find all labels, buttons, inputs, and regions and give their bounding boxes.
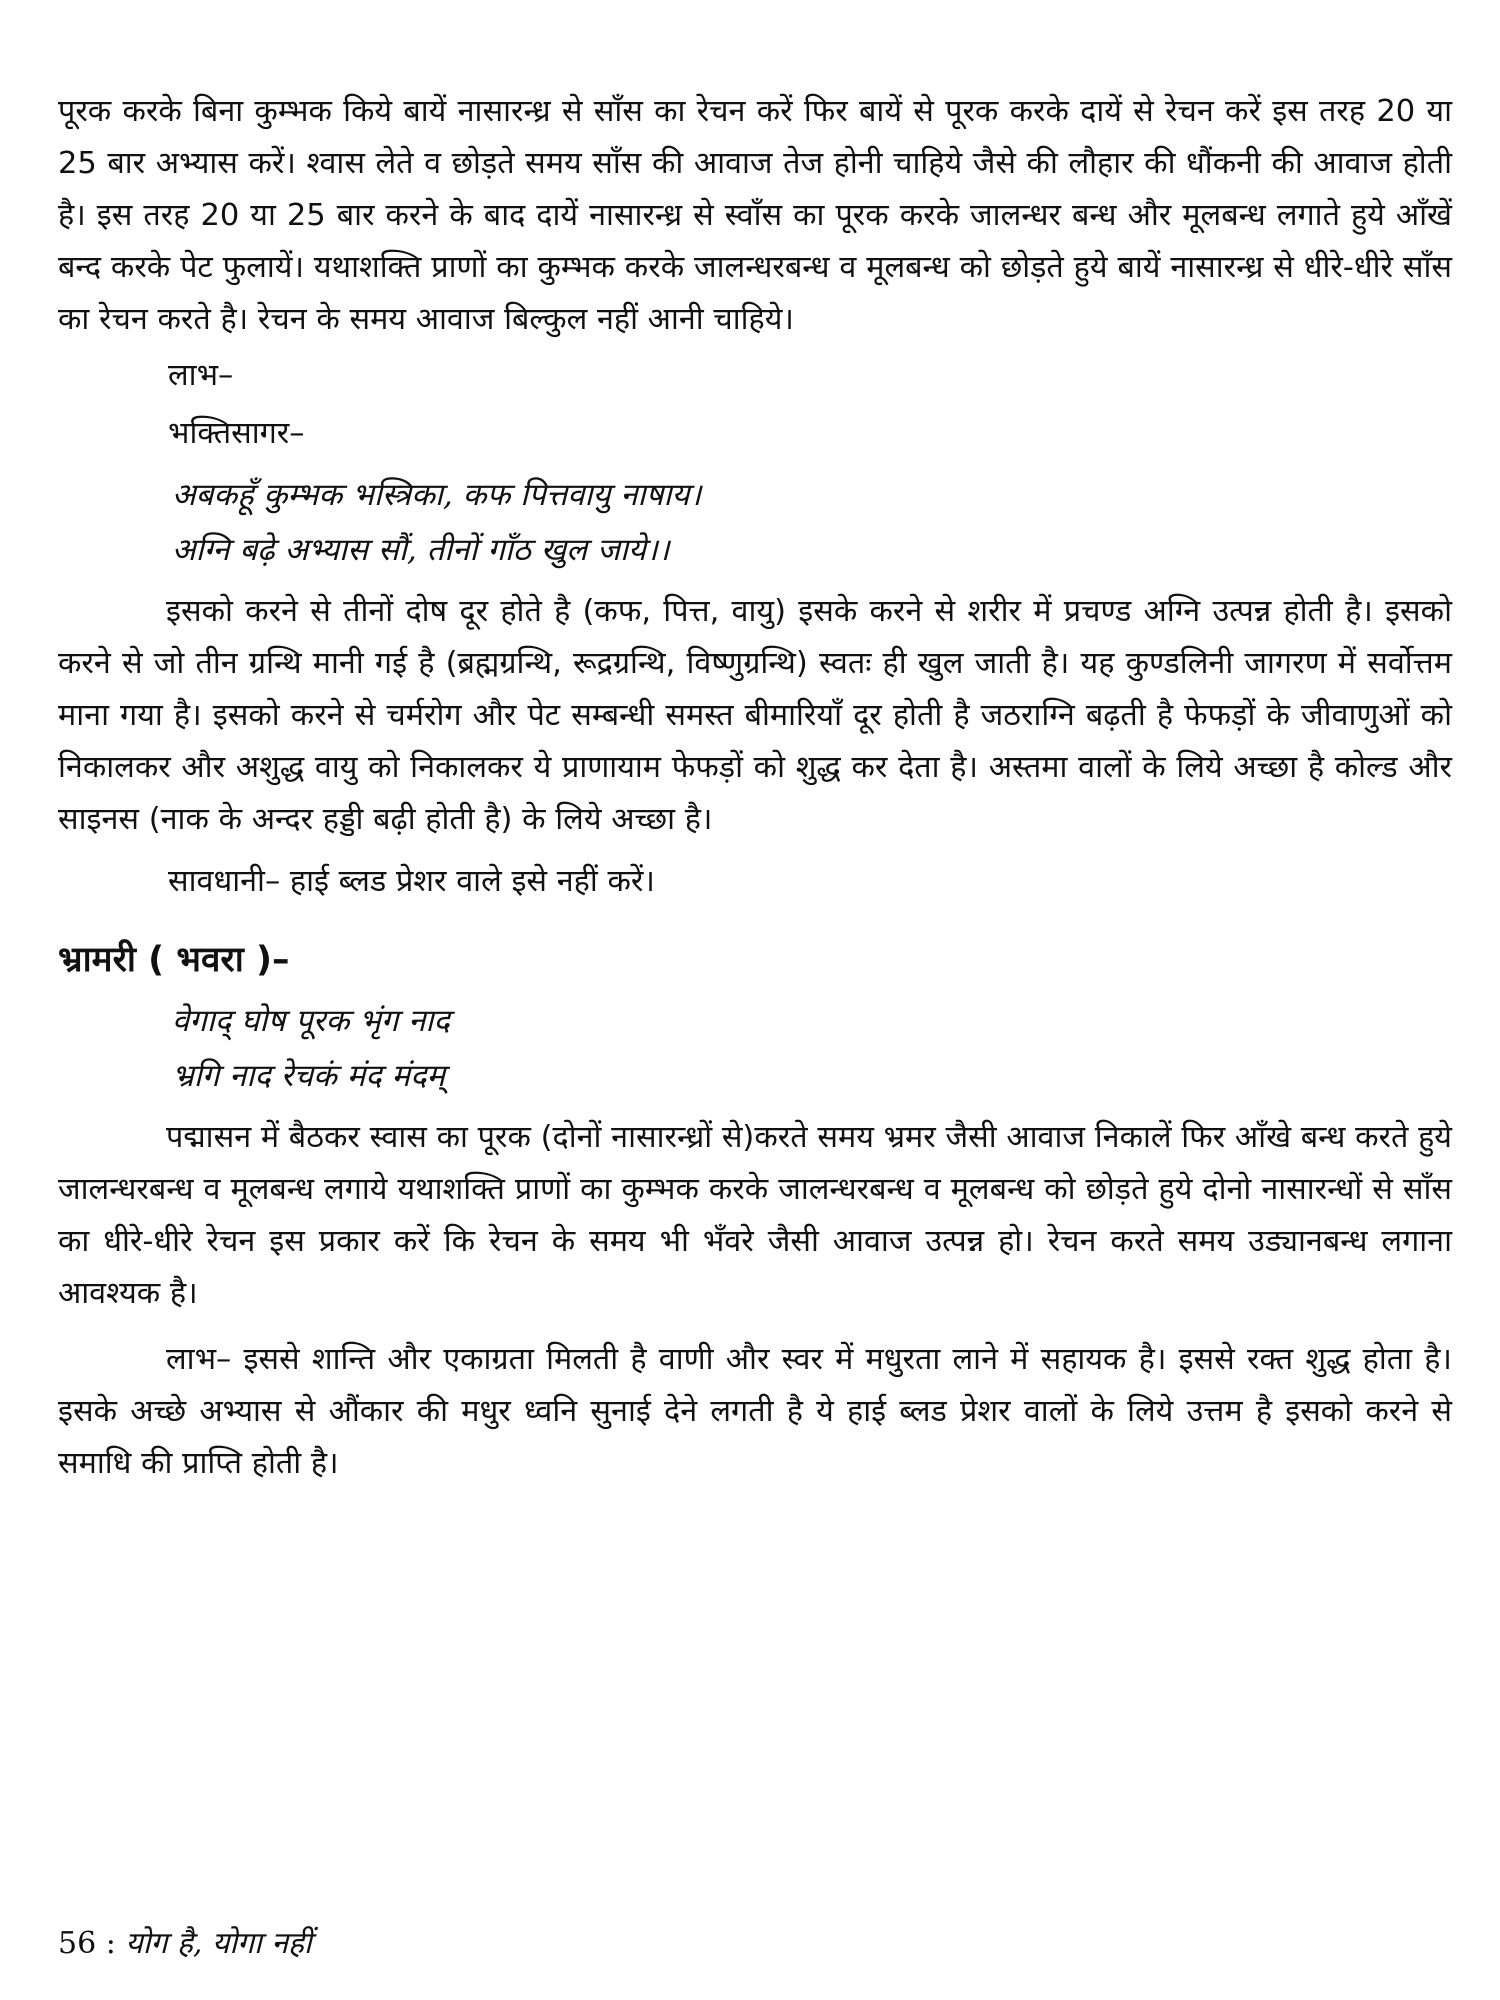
verse-line: वेगाद् घोष पूरक भृंग नाद	[172, 1003, 450, 1039]
verse-line: अग्नि बढ़े अभ्यास सौं, तीनों गाँठ खुल जाये।।	[172, 532, 670, 568]
labh-label: लाभ–	[168, 358, 234, 393]
verse-line: भ्रगि नाद रेचकं मंद मंदम्	[172, 1058, 446, 1094]
verse-bhramari	[172, 994, 1452, 1104]
section-heading-bhramari: भ्रामरी ( भवरा )–	[58, 940, 290, 980]
page-footer	[58, 1924, 312, 1964]
verse-bhaktisagar	[172, 468, 1452, 578]
book-title: योग है, योगा नहीं	[125, 1926, 312, 1961]
page-number: 56 :	[58, 1926, 116, 1961]
paragraph-bhramari-method: पद्मासन में बैठकर स्वास का पूरक (दोनों नासारन्ध्रों से)करते समय भ्रमर जैसी आवाज निकालें फिर आँखे बन्ध करते हुये जालन्धरबन्ध व मूलबन्ध लगाये यथाशक्ति प्राणों का कुम्भक करके जालन्धरबन्ध व मूलबन्ध को छोड़ते हुये दोनो नासारन्धों से साँस का धीरे-धीरे रेचन इस प्रकार करें कि रेचन के समय भी भँवरे जैसी आवाज उत्पन्न हो। रेचन करते समय उड्यानबन्ध लगाना आवश्यक है।	[58, 1120, 1453, 1311]
paragraph-bhastrika-benefits: इसको करने से तीनों दोष दूर होते है (कफ, पित्त, वायु) इसके करने से शरीर में प्रचण्ड अग्नि उत्पन्न होती है। इसको करने से जो तीन ग्रन्थि मानी गई है (ब्रह्मग्रन्थि, रूद्रग्रन्थि, विष्णुग्रन्थि) स्वतः ही खुल जाती है। यह कुण्डलिनी जागरण में सर्वोत्तम माना गया है। इसको करने से चर्मरोग और पेट सम्बन्धी समस्त बीमारियाँ दूर होती है जठराग्नि बढ़ती है फेफड़ों के जीवाणुओं को निकालकर और अशुद्ध वायु को निकालकर ये प्राणायाम फेफड़ों को शुद्ध कर देता है। अस्तमा वालों के लिये अच्छा है कोल्ड और साइनस (नाक के अन्दर हड्डी बढ़ी होती है) के लिये अच्छा है।	[58, 594, 1452, 837]
document-page	[58, 86, 1452, 1490]
paragraph-bhramari-benefits: लाभ– इससे शान्ति और एकाग्रता मिलती है वाणी और स्वर में मधुरता लाने में सहायक है। इससे रक्त शुद्ध होता है। इसके अच्छे अभ्यास से औंकार की मधुर ध्वनि सुनाई देने लगती है ये हाई ब्लड प्रेशर वालों के लिये उत्तम है इसको करने से समाधि की प्राप्ति होती है।	[58, 1342, 1452, 1481]
verse-line: अबकहूँ कुम्भक भस्त्रिका, कफ पित्तवायु नाषाय।	[172, 477, 702, 513]
paragraph-bhastrika-method: पूरक करके बिना कुम्भक किये बायें नासारन्ध्र से साँस का रेचन करें फिर बायें से पूरक करके दायें से रेचन करें इस तरह 20 या 25 बार अभ्यास करें। श्वास लेते व छोड़ते समय साँस की आवाज तेज होनी चाहिये जैसे की लौहार की धौंकनी की आवाज होती है। इस तरह 20 या 25 बार करने के बाद दायें नासारन्ध्र से स्वाँस का पूरक करके जालन्धर बन्ध और मूलबन्ध लगाते हुये आँखें बन्द करके पेट फुलायें। यथाशक्ति प्राणों का कुम्भक करके जालन्धरबन्ध व मूलबन्ध को छोड़ते हुये बायें नासारन्ध्र से धीरे-धीरे साँस का रेचन करते है। रेचन के समय आवाज बिल्कुल नहीं आनी चाहिये।	[58, 94, 1452, 337]
caution-note: सावधानी– हाई ब्लड प्रेशर वाले इसे नहीं करें।	[168, 864, 655, 899]
bhaktisagar-label: भक्तिसागर–	[168, 416, 305, 451]
